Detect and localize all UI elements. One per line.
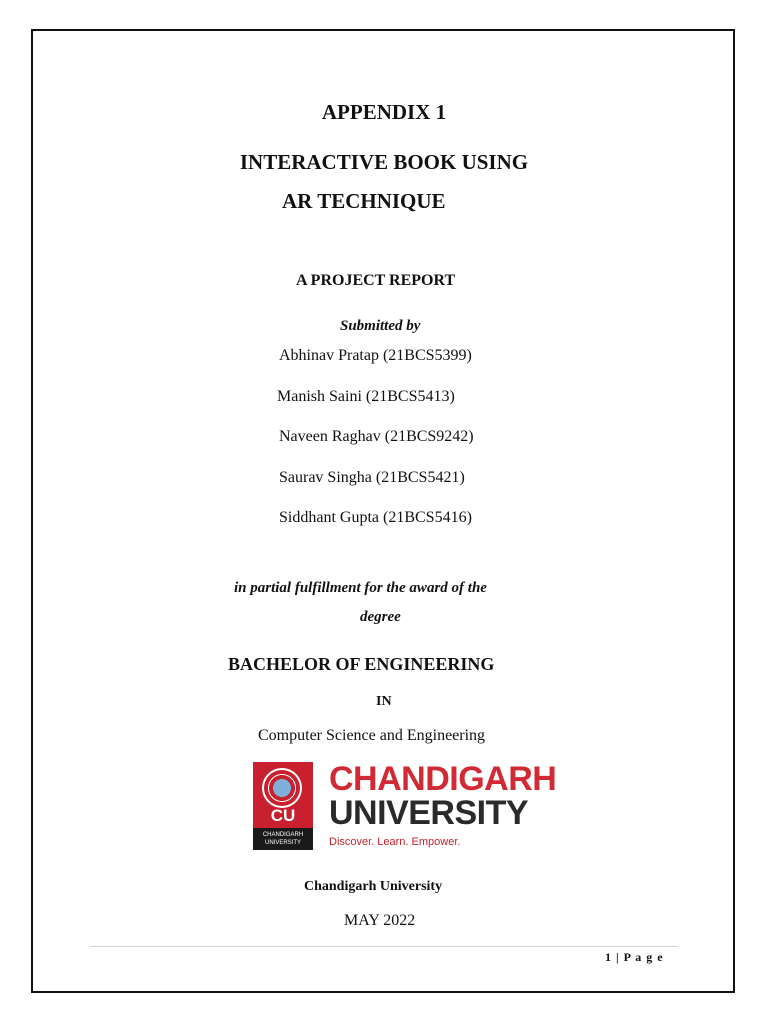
page-number: 1 | P a g e (605, 950, 664, 964)
submission-date: MAY 2022 (344, 912, 416, 929)
submitted-by: Submitted by (340, 318, 421, 334)
author-2: Manish Saini (21BCS5413) (277, 388, 455, 405)
author-3: Naveen Raghav (21BCS9242) (279, 428, 474, 445)
footer-divider (90, 946, 678, 947)
title-line-2: AR TECHNIQUE (282, 189, 446, 213)
appendix-heading: APPENDIX 1 (321, 100, 447, 124)
logo-badge-subtext: CHANDIGARH UNIVERSITY (253, 828, 313, 850)
title-line-1: INTERACTIVE BOOK USING (239, 150, 529, 174)
gear-icon (262, 768, 302, 808)
logo-badge-text: CU (270, 806, 296, 825)
university-logo (253, 760, 557, 852)
author-4: Saurav Singha (21BCS5421) (279, 469, 465, 486)
logo-tagline: Discover. Learn. Empower. (329, 836, 461, 848)
fulfillment-line-1: in partial fulfillment for the award of the (234, 580, 487, 596)
university-name: Chandigarh University (304, 879, 443, 894)
author-5: Siddhant Gupta (21BCS5416) (279, 509, 472, 526)
logo-badge (253, 762, 313, 850)
branch-name: Computer Science and Engineering (258, 727, 486, 744)
logo-line-2: UNIVERSITY (329, 794, 529, 832)
report-type: A PROJECT REPORT (296, 272, 456, 289)
logo-line-1: CHANDIGARH (329, 760, 557, 798)
fulfillment-line-2: degree (360, 609, 401, 625)
degree-name: BACHELOR OF ENGINEERING (228, 654, 495, 674)
in-label: IN (376, 694, 392, 709)
author-1: Abhinav Pratap (21BCS5399) (279, 347, 472, 364)
